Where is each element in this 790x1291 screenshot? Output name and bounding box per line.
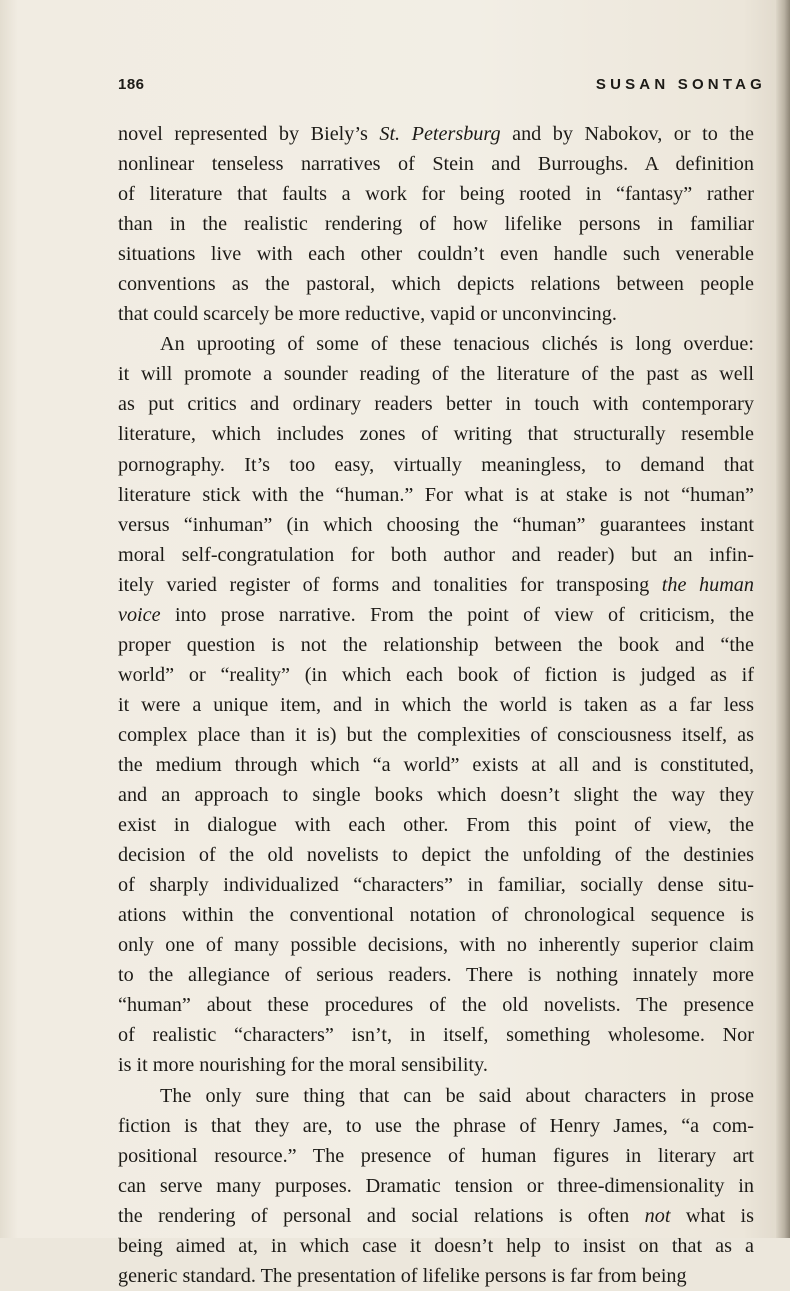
text-line: of sharply individualized “characters” in familiar, socially dense situ-: [118, 874, 754, 897]
italic-text: not: [644, 1204, 671, 1227]
text-line: it were a unique item, and in which the world is taken as a far less: [118, 693, 754, 716]
text-line: being aimed at, in which case it doesn’t help to insist on that as a: [118, 1234, 754, 1257]
text-line: that could scarcely be more reductive, vapid or unconvincing.: [118, 303, 617, 326]
text-line: fiction is that they are, to use the phrase of Henry James, “a com-: [118, 1114, 754, 1137]
text-line: situations live with each other couldn’t even handle such venerable: [118, 243, 754, 266]
text-line: the medium through which “a world” exists at all and is constituted,: [118, 753, 754, 776]
text-line: versus “inhuman” (in which choosing the “human” guarantees instant: [118, 513, 754, 536]
text-line: literature stick with the “human.” For what is at stake is not “human”: [118, 483, 754, 506]
italic-text: the human: [661, 573, 754, 596]
text-line: voice into prose narrative. From the point of view of criticism, the: [118, 603, 754, 626]
text-line: can serve many purposes. Dramatic tension or three-dimensionality in: [118, 1174, 754, 1197]
text-line: world” or “reality” (in which each book of fiction is judged as if: [118, 663, 754, 686]
text-line: ations within the conventional notation of chronological sequence is: [118, 904, 754, 927]
body-text: [118, 119, 754, 1291]
text-line: the rendering of personal and social relations is often not what is: [118, 1204, 754, 1227]
text-line: complex place than it is) but the complexities of consciousness itself, as: [118, 723, 754, 746]
text-line: positional resource.” The presence of human figures in literary art: [118, 1144, 754, 1167]
text-line: generic standard. The presentation of lifelike persons is far from being: [118, 1264, 687, 1287]
text-line: as put critics and ordinary readers better in touch with contemporary: [118, 393, 754, 416]
text-line: of literature that faults a work for being rooted in “fantasy” rather: [118, 183, 754, 206]
text-line: nonlinear tenseless narratives of Stein and Burroughs. A definition: [118, 153, 754, 176]
text-line: itely varied register of forms and tonalities for transposing the human: [118, 573, 754, 596]
text-line: pornography. It’s too easy, virtually meaningless, to demand that: [118, 453, 754, 476]
text-line: it will promote a sounder reading of the literature of the past as well: [118, 363, 754, 386]
text-line: only one of many possible decisions, with no inherently superior claim: [118, 934, 754, 957]
text-line: moral self-congratulation for both author and reader) but an infin-: [118, 543, 754, 566]
text-line: and an approach to single books which doesn’t slight the way they: [118, 784, 754, 807]
text-line: conventions as the pastoral, which depicts relations between people: [118, 273, 754, 296]
text-line: literature, which includes zones of writing that structurally resemble: [118, 423, 754, 446]
text-line: decision of the old novelists to depict the unfolding of the destinies: [118, 844, 754, 867]
text-line: An uprooting of some of these tenacious clichés is long overdue:: [160, 333, 754, 356]
page-gutter-shadow: [776, 0, 790, 1238]
text-line: The only sure thing that can be said about characters in prose: [160, 1084, 754, 1107]
text-line: of realistic “characters” isn’t, in itself, something wholesome. Nor: [118, 1024, 754, 1047]
text-line: novel represented by Biely’s St. Petersburg and by Nabokov, or to the: [118, 123, 754, 145]
italic-text: St. Petersburg: [379, 123, 501, 145]
text-line: proper question is not the relationship between the book and “the: [118, 633, 754, 656]
text-line: exist in dialogue with each other. From this point of view, the: [118, 814, 754, 837]
text-line: than in the realistic rendering of how lifelike persons in familiar: [118, 213, 754, 236]
page-number: 186: [118, 76, 145, 93]
running-head-author: SUSAN SONTAG: [595, 76, 766, 93]
text-line: is it more nourishing for the moral sensibility.: [118, 1054, 488, 1077]
italic-text: voice: [118, 603, 161, 626]
text-line: to the allegiance of serious readers. There is nothing innately more: [118, 964, 754, 987]
text-line: “human” about these procedures of the old novelists. The presence: [118, 994, 754, 1017]
running-head: [118, 76, 774, 100]
